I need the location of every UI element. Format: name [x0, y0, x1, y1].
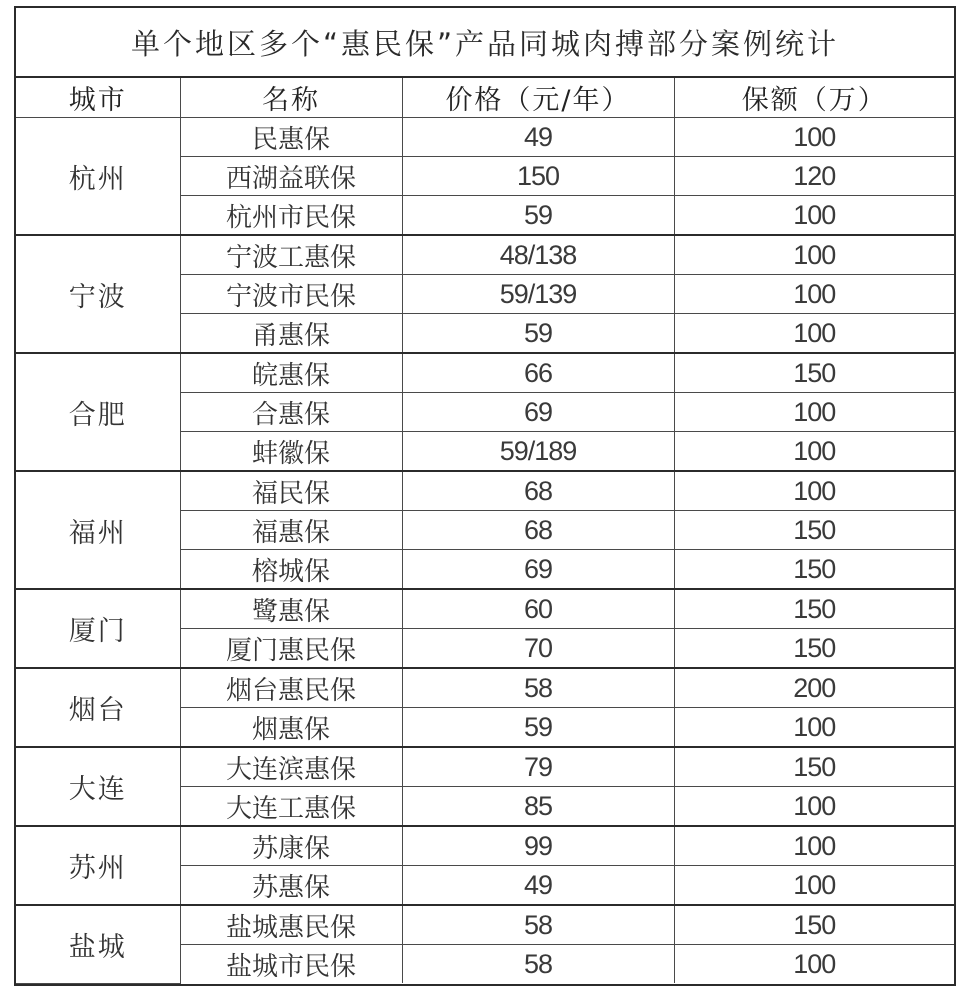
- table-row: [16, 905, 954, 945]
- coverage-cell: 150: [674, 353, 954, 393]
- coverage-cell: 100: [674, 275, 954, 314]
- city-cell: 杭州: [16, 118, 180, 236]
- table-title: 单个地区多个“惠民保”产品同城肉搏部分案例统计: [16, 8, 954, 78]
- city-cell: 烟台: [16, 668, 180, 747]
- table-row: [16, 589, 954, 629]
- coverage-cell: 150: [674, 747, 954, 787]
- stats-table-frame: [14, 6, 956, 986]
- price-cell: 59: [402, 196, 674, 236]
- price-cell: 70: [402, 629, 674, 669]
- table-row: [16, 353, 954, 393]
- table-body: [16, 118, 954, 984]
- product-name-cell: 民惠保: [180, 118, 402, 157]
- product-name-cell: 大连滨惠保: [180, 747, 402, 787]
- product-name-cell: 甬惠保: [180, 314, 402, 354]
- product-name-cell: 大连工惠保: [180, 787, 402, 827]
- table-row: [16, 471, 954, 511]
- table-row: [16, 747, 954, 787]
- table-row: [16, 668, 954, 708]
- coverage-cell: 100: [674, 314, 954, 354]
- product-name-cell: 合惠保: [180, 393, 402, 432]
- product-name-cell: 盐城惠民保: [180, 905, 402, 945]
- price-cell: 60: [402, 589, 674, 629]
- coverage-cell: 120: [674, 157, 954, 196]
- table-row: [16, 118, 954, 157]
- product-name-cell: 福民保: [180, 471, 402, 511]
- coverage-cell: 150: [674, 511, 954, 550]
- price-cell: 59: [402, 708, 674, 748]
- coverage-cell: 100: [674, 196, 954, 236]
- table-row: [16, 826, 954, 866]
- coverage-cell: 150: [674, 629, 954, 669]
- header-name: 名称: [180, 78, 402, 118]
- coverage-cell: 100: [674, 826, 954, 866]
- city-cell: 大连: [16, 747, 180, 826]
- price-cell: 58: [402, 945, 674, 984]
- coverage-cell: 100: [674, 708, 954, 748]
- product-name-cell: 烟惠保: [180, 708, 402, 748]
- product-name-cell: 西湖益联保: [180, 157, 402, 196]
- coverage-cell: 100: [674, 393, 954, 432]
- product-name-cell: 鹭惠保: [180, 589, 402, 629]
- price-cell: 150: [402, 157, 674, 196]
- price-cell: 49: [402, 118, 674, 157]
- product-name-cell: 皖惠保: [180, 353, 402, 393]
- coverage-cell: 100: [674, 471, 954, 511]
- product-name-cell: 宁波市民保: [180, 275, 402, 314]
- product-name-cell: 福惠保: [180, 511, 402, 550]
- city-cell: 厦门: [16, 589, 180, 668]
- header-price: 价格（元/年）: [402, 78, 674, 118]
- table-row: [16, 235, 954, 275]
- price-cell: 66: [402, 353, 674, 393]
- price-cell: 68: [402, 511, 674, 550]
- stats-table: [16, 78, 954, 984]
- coverage-cell: 100: [674, 787, 954, 827]
- city-cell: 合肥: [16, 353, 180, 471]
- coverage-cell: 100: [674, 945, 954, 984]
- product-name-cell: 宁波工惠保: [180, 235, 402, 275]
- price-cell: 48/138: [402, 235, 674, 275]
- city-cell: 福州: [16, 471, 180, 589]
- coverage-cell: 100: [674, 432, 954, 472]
- header-coverage: 保额（万）: [674, 78, 954, 118]
- price-cell: 49: [402, 866, 674, 906]
- product-name-cell: 苏康保: [180, 826, 402, 866]
- price-cell: 69: [402, 550, 674, 590]
- coverage-cell: 150: [674, 550, 954, 590]
- price-cell: 68: [402, 471, 674, 511]
- city-cell: 盐城: [16, 905, 180, 983]
- city-cell: 苏州: [16, 826, 180, 905]
- product-name-cell: 苏惠保: [180, 866, 402, 906]
- price-cell: 85: [402, 787, 674, 827]
- price-cell: 79: [402, 747, 674, 787]
- coverage-cell: 150: [674, 905, 954, 945]
- coverage-cell: 100: [674, 866, 954, 906]
- coverage-cell: 100: [674, 118, 954, 157]
- product-name-cell: 厦门惠民保: [180, 629, 402, 669]
- coverage-cell: 200: [674, 668, 954, 708]
- price-cell: 69: [402, 393, 674, 432]
- product-name-cell: 烟台惠民保: [180, 668, 402, 708]
- header-row: [16, 78, 954, 118]
- product-name-cell: 盐城市民保: [180, 945, 402, 984]
- price-cell: 59: [402, 314, 674, 354]
- product-name-cell: 蚌徽保: [180, 432, 402, 472]
- price-cell: 59/139: [402, 275, 674, 314]
- price-cell: 99: [402, 826, 674, 866]
- price-cell: 59/189: [402, 432, 674, 472]
- coverage-cell: 150: [674, 589, 954, 629]
- coverage-cell: 100: [674, 235, 954, 275]
- product-name-cell: 杭州市民保: [180, 196, 402, 236]
- price-cell: 58: [402, 905, 674, 945]
- price-cell: 58: [402, 668, 674, 708]
- header-city: 城市: [16, 78, 180, 118]
- product-name-cell: 榕城保: [180, 550, 402, 590]
- city-cell: 宁波: [16, 235, 180, 353]
